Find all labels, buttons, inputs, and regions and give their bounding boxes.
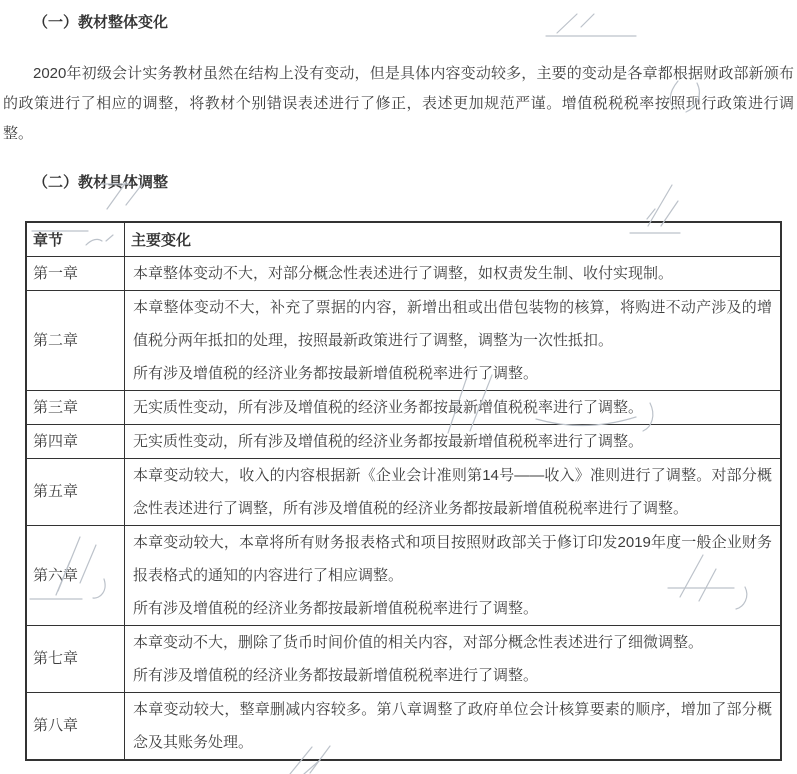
chapter-cell: 第五章 (26, 459, 125, 526)
changes-table (25, 221, 782, 761)
changes-cell (125, 626, 782, 693)
col-header-changes: 主要变化 (125, 222, 782, 257)
chapter-cell: 第二章 (26, 291, 125, 391)
document (0, 13, 797, 761)
table-row (26, 391, 781, 425)
change-paragraph: 本章变动较大，收入的内容根据新《企业会计准则第14号——收入》准则进行了调整。对部分概念性表述进行了调整，所有涉及增值税的经济业务都按最新增值税税率进行了调整。 (133, 467, 772, 517)
section2-title: （二）教材具体调整 (33, 174, 169, 191)
table-row (26, 425, 781, 459)
table-row (26, 459, 781, 526)
change-paragraph: 本章整体变动不大，对部分概念性表述进行了调整，如权责发生制、收付实现制。 (133, 265, 674, 282)
changes-cell (125, 425, 782, 459)
change-paragraph: 无实质性变动，所有涉及增值税的经济业务都按最新增值税税率进行了调整。 (133, 433, 644, 450)
changes-cell (125, 693, 782, 761)
change-paragraph: 本章变动较大，本章将所有财务报表格式和项目按照财政部关于修订印发2019年度一般企业财务报表格式的通知的内容进行了相应调整。 (133, 534, 772, 584)
changes-cell (125, 391, 782, 425)
header-row (26, 222, 781, 257)
changes-cell (125, 291, 782, 391)
change-paragraph: 所有涉及增值税的经济业务都按最新增值税税率进行了调整。 (133, 667, 539, 684)
change-paragraph: 所有涉及增值税的经济业务都按最新增值税税率进行了调整。 (133, 600, 539, 617)
table-row (26, 257, 781, 291)
chapter-cell: 第三章 (26, 391, 125, 425)
table-row (26, 626, 781, 693)
changes-table-header (26, 222, 781, 257)
change-paragraph: 本章变动较大，整章删减内容较多。第八章调整了政府单位会计核算要素的顺序，增加了部分概念及其账务处理。 (133, 701, 772, 751)
change-paragraph: 本章整体变动不大，补充了票据的内容，新增出租或出借包装物的核算，将购进不动产涉及的增值税分两年抵扣的处理，按照最新政策进行了调整，调整为一次性抵扣。 (133, 299, 772, 349)
change-paragraph: 本章变动不大，删除了货币时间价值的相关内容，对部分概念性表述进行了细微调整。 (133, 634, 704, 651)
section1-title: （一）教材整体变化 (33, 14, 169, 31)
changes-cell (125, 526, 782, 626)
chapter-cell: 第八章 (26, 693, 125, 761)
change-paragraph: 无实质性变动，所有涉及增值税的经济业务都按最新增值税税率进行了调整。 (133, 399, 644, 416)
col-header-chapter: 章节 (26, 222, 125, 257)
table-row (26, 291, 781, 391)
change-paragraph: 所有涉及增值税的经济业务都按最新增值税税率进行了调整。 (133, 365, 539, 382)
chapter-cell: 第七章 (26, 626, 125, 693)
chapter-cell: 第四章 (26, 425, 125, 459)
table-row (26, 526, 781, 626)
changes-table-body (26, 257, 781, 761)
chapter-cell: 第一章 (26, 257, 125, 291)
section1-paragraph: 2020年初级会计实务教材虽然在结构上没有变动，但是具体内容变动较多，主要的变动是各章都根据财政部新颁布的政策进行了相应的调整，将教材个别错误表述进行了修正，表述更加规范严谨。增值税税税率按照现行政策进行调整。 (3, 65, 794, 142)
changes-cell (125, 459, 782, 526)
table-row (26, 693, 781, 761)
chapter-cell: 第六章 (26, 526, 125, 626)
changes-cell (125, 257, 782, 291)
